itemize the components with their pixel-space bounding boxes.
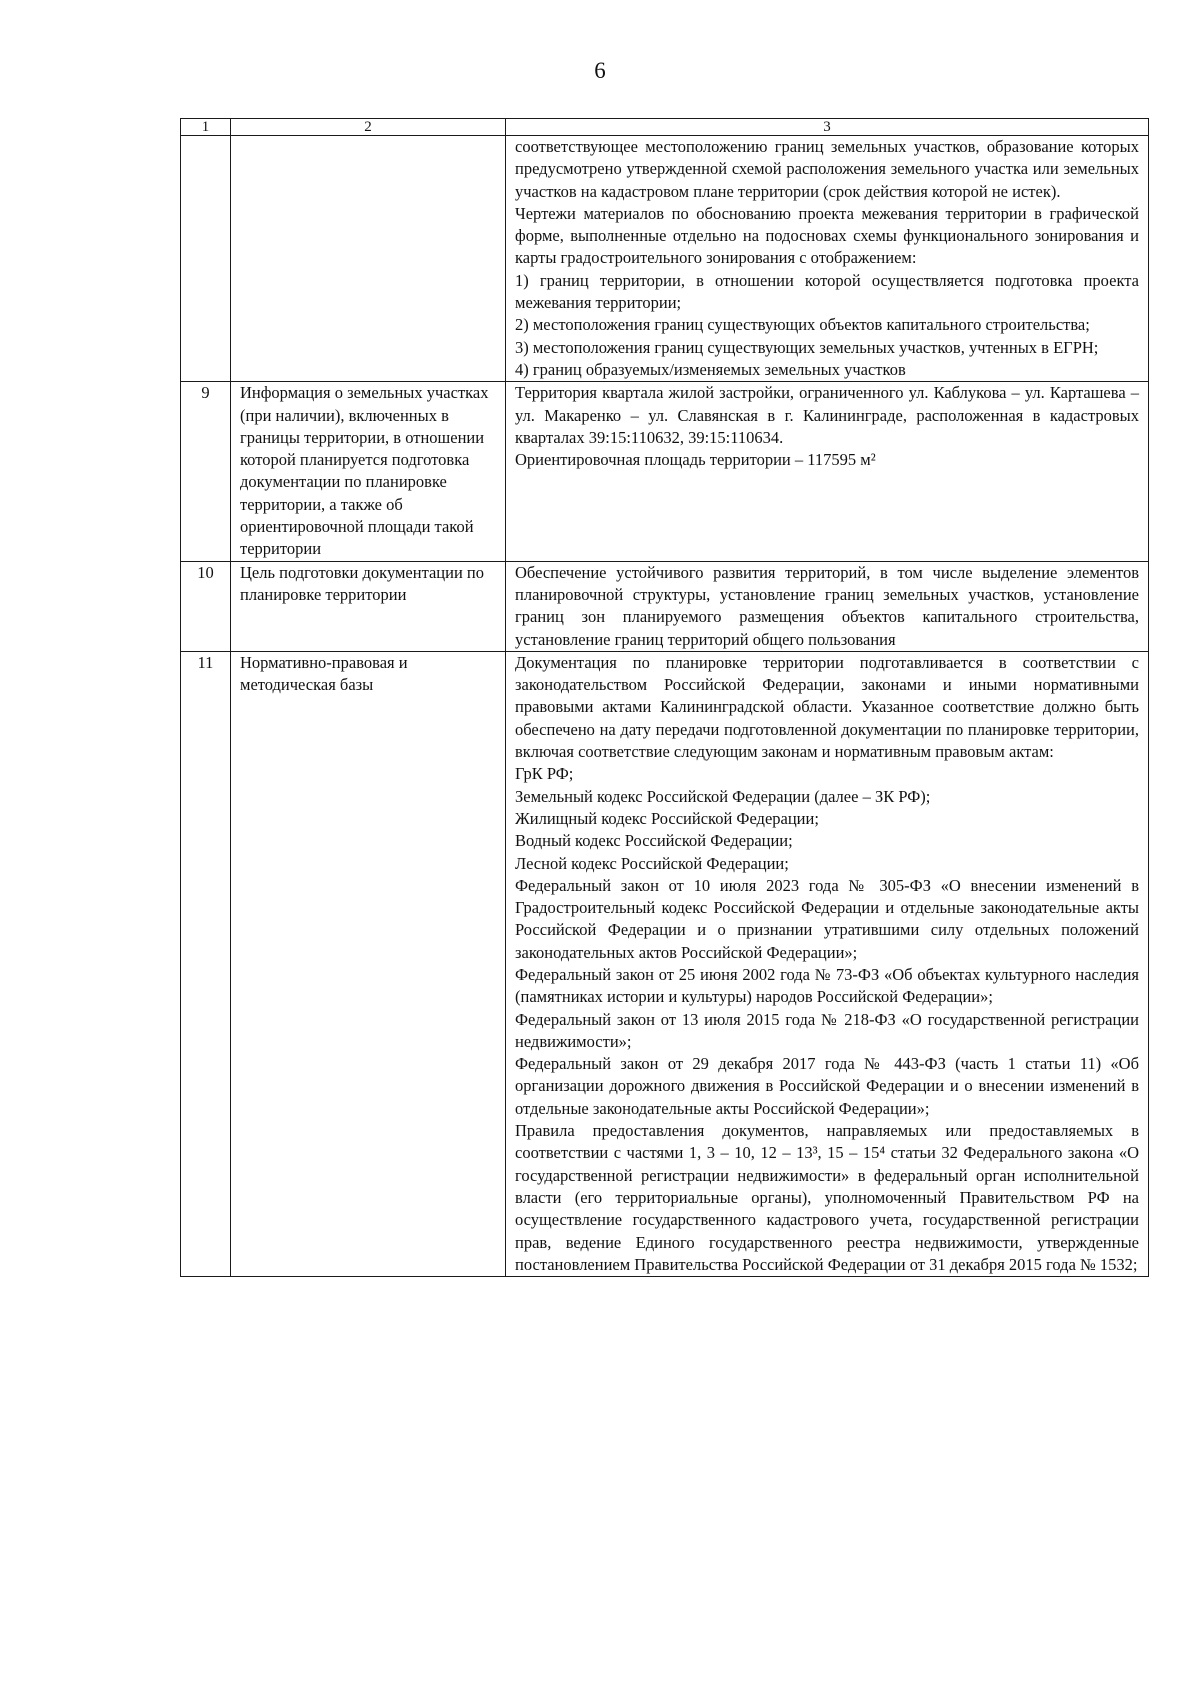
row-name: Информация о земельных участках (при наличии), включенных в границы территории, в отношении которой планируется подготовка документации по планировке территории, а также об ориентировочной площади такой территории bbox=[231, 382, 506, 561]
row-content-cell bbox=[506, 561, 1149, 651]
content-paragraph: Жилищный кодекс Российской Федерации; bbox=[515, 808, 819, 828]
table-row-11 bbox=[181, 651, 1149, 1276]
content-paragraph: Территория квартала жилой застройки, ограниченного ул. Каблукова – ул. Карташева – ул. Макаренко – ул. Славянская в г. Калининграде, расположенная в кадастровых кварталах 39:15:110632, 39:15:110634. bbox=[515, 383, 1139, 447]
header-col-1: 1 bbox=[181, 119, 231, 136]
content-paragraph: Чертежи материалов по обоснованию проекта межевания территории в графической форме, выполненные отдельно на подосновах схемы функционального зонирования и карты градостроительного зонирования с отображением: bbox=[515, 203, 1139, 268]
table-row-10 bbox=[181, 561, 1149, 651]
content-paragraph: 4) границ образуемых/изменяемых земельных участков bbox=[515, 359, 906, 379]
row-number: 11 bbox=[181, 651, 231, 1276]
table-header-row bbox=[181, 119, 1149, 136]
content-paragraph: 3) местоположения границ существующих земельных участков, учтенных в ЕГРН; bbox=[515, 337, 1099, 357]
content-paragraph: 2) местоположения границ существующих объектов капитального строительства; bbox=[515, 315, 1090, 335]
row-name: Цель подготовки документации по планировке территории bbox=[231, 561, 506, 651]
row-number: 9 bbox=[181, 382, 231, 561]
row-content-cell bbox=[506, 382, 1149, 561]
requirements-table bbox=[180, 118, 1149, 1277]
header-col-2: 2 bbox=[231, 119, 506, 136]
content-paragraph: соответствующее местоположению границ земельных участков, образование которых предусмотрено утвержденной схемой расположения земельного участка или земельных участков на кадастровом плане территории (срок действия которой не истек). bbox=[515, 137, 1139, 201]
content-paragraph: Федеральный закон от 29 декабря 2017 года № 443-ФЗ (часть 1 статьи 11) «Об организации дорожного движения в Российской Федерации и о внесении изменений в отдельные законодательные акты Российской Федерации»; bbox=[515, 1054, 1139, 1118]
table-row-continuation bbox=[181, 136, 1149, 382]
content-paragraph: Федеральный закон от 10 июля 2023 года № 305-ФЗ «О внесении изменений в Градостроительный кодекс Российской Федерации и отдельные законодательные акты Российской Федерации и о признании утратившими силу отдельных положений законодательных актов Российской Федерации»; bbox=[515, 875, 1139, 962]
content-paragraph: Водный кодекс Российской Федерации; bbox=[515, 831, 793, 851]
content-paragraph: Обеспечение устойчивого развития территорий, в том числе выделение элементов планировочной структуры, установление границ земельных участков, установление границ зон планируемого размещения объектов капитального строительства, установление границ территорий общего пользования bbox=[515, 562, 1139, 649]
row-number: 10 bbox=[181, 561, 231, 651]
row-number-cell bbox=[181, 136, 231, 382]
content-paragraph: Федеральный закон от 13 июля 2015 года № 218-ФЗ «О государственной регистрации недвижимости»; bbox=[515, 1009, 1139, 1051]
page-number: 6 bbox=[594, 58, 606, 83]
content-paragraph: Лесной кодекс Российской Федерации; bbox=[515, 853, 789, 873]
row-name: Нормативно-правовая и методическая базы bbox=[231, 651, 506, 1276]
content-paragraph: Федеральный закон от 25 июня 2002 года № 73-ФЗ «Об объектах культурного наследия (памятниках истории и культуры) народов Российской Федерации»; bbox=[515, 964, 1139, 1007]
content-paragraph: Земельный кодекс Российской Федерации (далее – ЗК РФ); bbox=[515, 786, 931, 806]
content-paragraph: Ориентировочная площадь территории – 117595 м² bbox=[515, 450, 876, 470]
row-content-cell bbox=[506, 136, 1149, 382]
content-paragraph: Правила предоставления документов, направляемых или предоставляемых в соответствии с частями 1, 3 – 10, 12 – 13³, 15 – 15⁴ статьи 32 Федерального закона «О государственной регистрации недвижимости» в федеральный орган исполнительной власти (его территориальные органы), уполномоченный Правительством РФ на осуществление государственного кадастрового учета, государственной регистрации прав, ведение Единого государственного реестра недвижимости, утвержденные постановлением Правительства Российской Федерации от 31 декабря 2015 года № 1532; bbox=[515, 1121, 1139, 1274]
content-paragraph: ГрК РФ; bbox=[515, 764, 574, 784]
row-content-cell bbox=[506, 651, 1149, 1276]
content-paragraph: 1) границ территории, в отношении которой осуществляется подготовка проекта межевания территории; bbox=[515, 270, 1139, 313]
header-col-3: 3 bbox=[506, 119, 1149, 136]
table-row-9 bbox=[181, 382, 1149, 561]
row-name-cell bbox=[231, 136, 506, 382]
content-paragraph: Документация по планировке территории подготавливается в соответствии с законодательством Российской Федерации, законами и иными нормативными правовыми актами Калининградской области. Указанное соответствие должно быть обеспечено на дату передачи подготовленной документации по планировке территории, включая соответствие следующим законам и нормативным правовым актам: bbox=[515, 652, 1139, 762]
